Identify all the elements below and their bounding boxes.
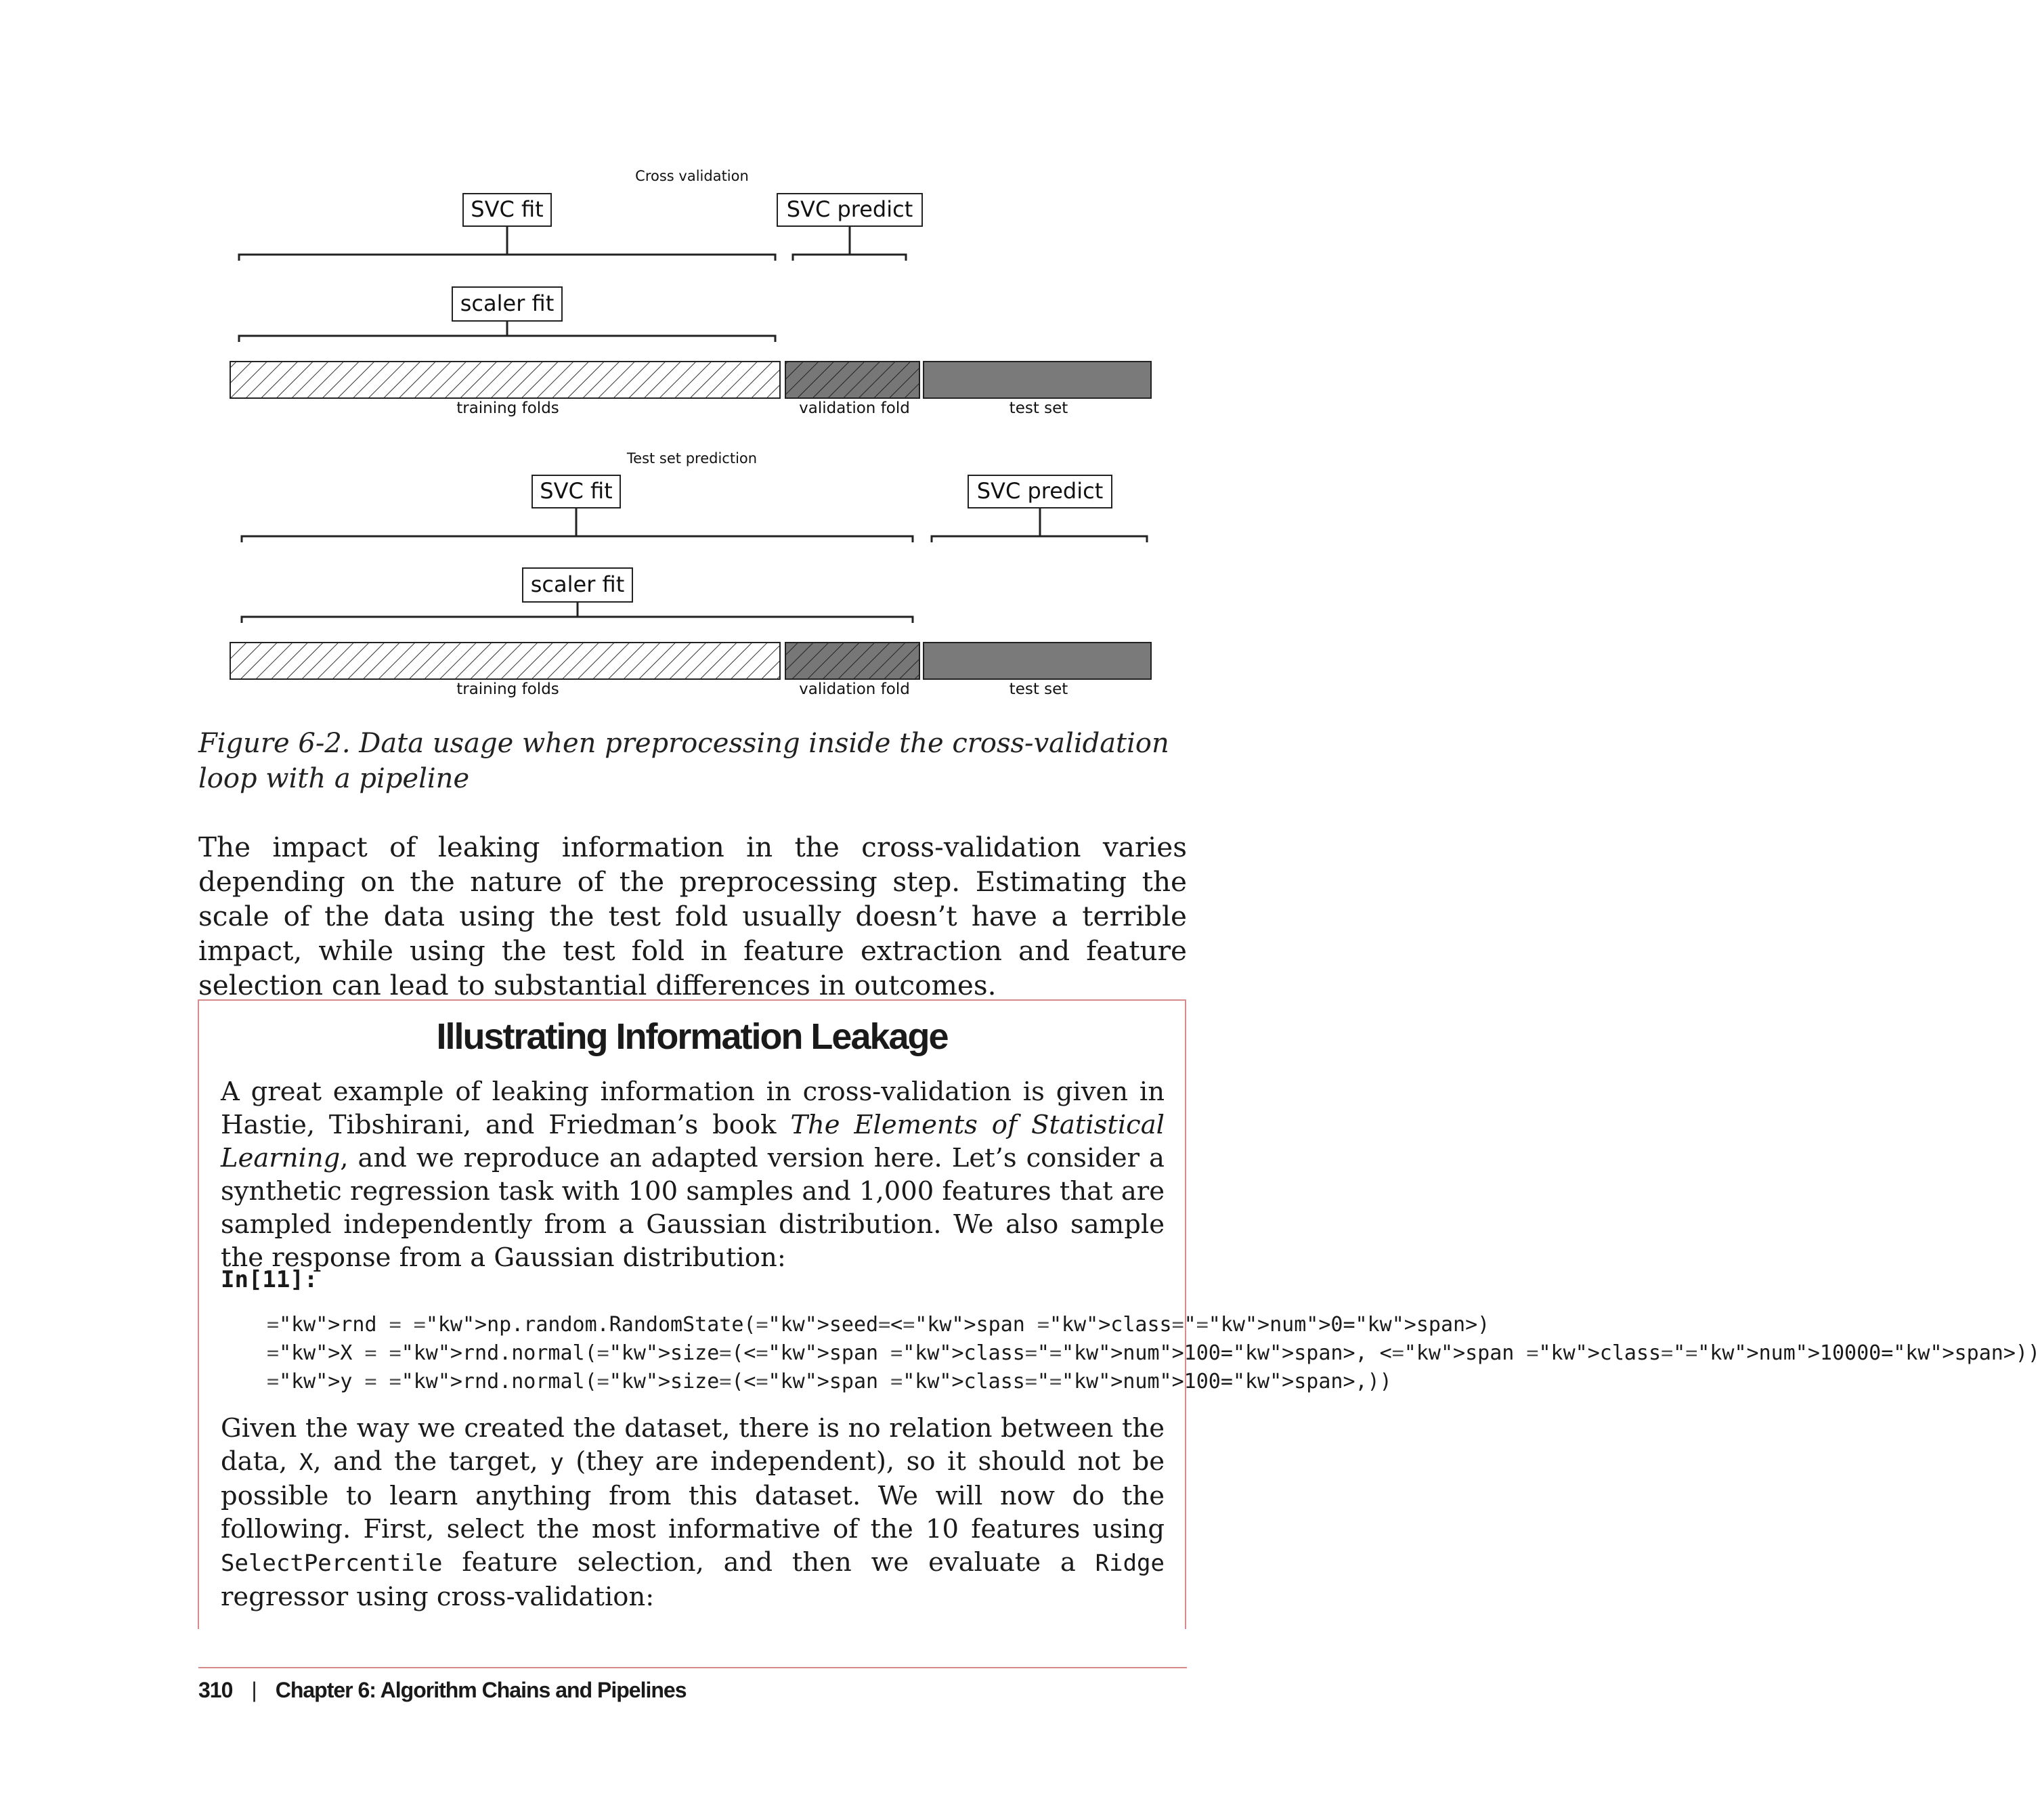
cross-validation-panel: [230, 168, 1151, 417]
svc-fit-bracket: [242, 536, 913, 542]
inline-code: Ridge: [1095, 1550, 1165, 1577]
test-set-bar: [924, 362, 1151, 398]
svc-predict-bracket: [932, 536, 1147, 542]
test-set-prediction-panel: [230, 450, 1151, 698]
panel-title: Cross validation: [635, 168, 749, 184]
code-line: ="kw">X = ="kw">rnd.normal(="kw">size=(<="kw">span ="kw">class="="kw">num">100="kw">span>, <="kw">span ="kw">class="="kw">num">10000="kw">span>)): [267, 1341, 2040, 1365]
code-prompt: In[11]:: [221, 1266, 318, 1293]
training-folds-label: training folds: [456, 399, 559, 417]
test-set-bar: [924, 643, 1151, 679]
scaler-fit-label: scaler fit: [460, 290, 555, 316]
scaler-fit-bracket: [239, 336, 775, 342]
training-folds-label: training folds: [456, 680, 559, 698]
svc-predict-label: SVC predict: [786, 196, 913, 222]
code-line: ="kw">y = ="kw">rnd.normal(="kw">size=(<="kw">span ="kw">class="="kw">num">100="kw">span>,)): [267, 1370, 1392, 1393]
scaler-fit-bracket: [242, 617, 913, 623]
svc-predict-label: SVC predict: [976, 478, 1104, 504]
test-set-label: test set: [1009, 680, 1068, 698]
validation-fold-bar: [785, 643, 919, 679]
pipeline-diagram: [0, 0, 1387, 718]
scaler-fit-label: scaler fit: [530, 571, 625, 597]
svc-predict-bracket: [793, 255, 906, 261]
training-folds-bar: [230, 362, 780, 398]
footer-separator: |: [251, 1678, 257, 1702]
code-block: [267, 1311, 2040, 1396]
code-line: ="kw">rnd = ="kw">np.random.RandomState(="kw">seed=<="kw">span ="kw">class="="kw">num">0="kw">span>): [267, 1313, 1490, 1337]
sidebar-box: [198, 999, 2040, 1629]
page-number: 310: [198, 1678, 233, 1702]
inline-code: X: [299, 1449, 313, 1476]
sidebar-title: Illustrating Information Leakage: [436, 1016, 948, 1057]
figure-caption: Figure 6-2. Data usage when preprocessing inside the cross-validation loop with a pipeline: [198, 728, 1169, 794]
page-footer: [198, 1678, 687, 1703]
training-folds-bar: [230, 643, 780, 679]
footer-rule: [198, 1667, 1187, 1668]
sidebar-paragraph-1: A great example of leaking information in cross-validation is given in Hastie, Tibshirani, and Friedman’s book The Elements of Statistical Learning, and we reproduce an adapted version here. Let’s consider a synthetic regression task with 100 samples and 1,000 features that are sampled independently from a Gaussian distribution. We also sample the response from a Gaussian distribution:: [221, 1077, 1165, 1273]
chapter-title: Chapter 6: Algorithm Chains and Pipelines: [275, 1678, 687, 1702]
validation-fold-label: validation fold: [799, 399, 910, 417]
body-paragraph: The impact of leaking information in the cross-validation varies depending on the nature of the preprocessing step. Estimating the scale of the data using the test fold usually doesn’t have a terrible impact, while using the test fold in feature extraction and feature selection can lead to substantial differences in outcomes.: [198, 831, 1187, 1001]
svc-fit-label: SVC fit: [471, 196, 544, 222]
panel-title: Test set prediction: [626, 450, 758, 467]
inline-code: y: [550, 1449, 564, 1476]
sidebar-paragraph-2: Given the way we created the dataset, there is no relation between the data, X, and the target, y (they are independent), so it should not be possible to learn anything from this dataset. We will now do the following. First, select the most informative of the 10 features using SelectPercentile feature selection, and then we evaluate a Ridge regressor using cross-validation:: [221, 1413, 1165, 1612]
svc-fit-bracket: [239, 255, 775, 261]
validation-fold-label: validation fold: [799, 680, 910, 698]
svc-fit-label: SVC fit: [540, 478, 613, 504]
validation-fold-bar: [785, 362, 919, 398]
test-set-label: test set: [1009, 399, 1068, 417]
inline-code: SelectPercentile: [221, 1550, 443, 1577]
book-title: The Elements of Statistical Learning: [221, 1110, 1165, 1173]
